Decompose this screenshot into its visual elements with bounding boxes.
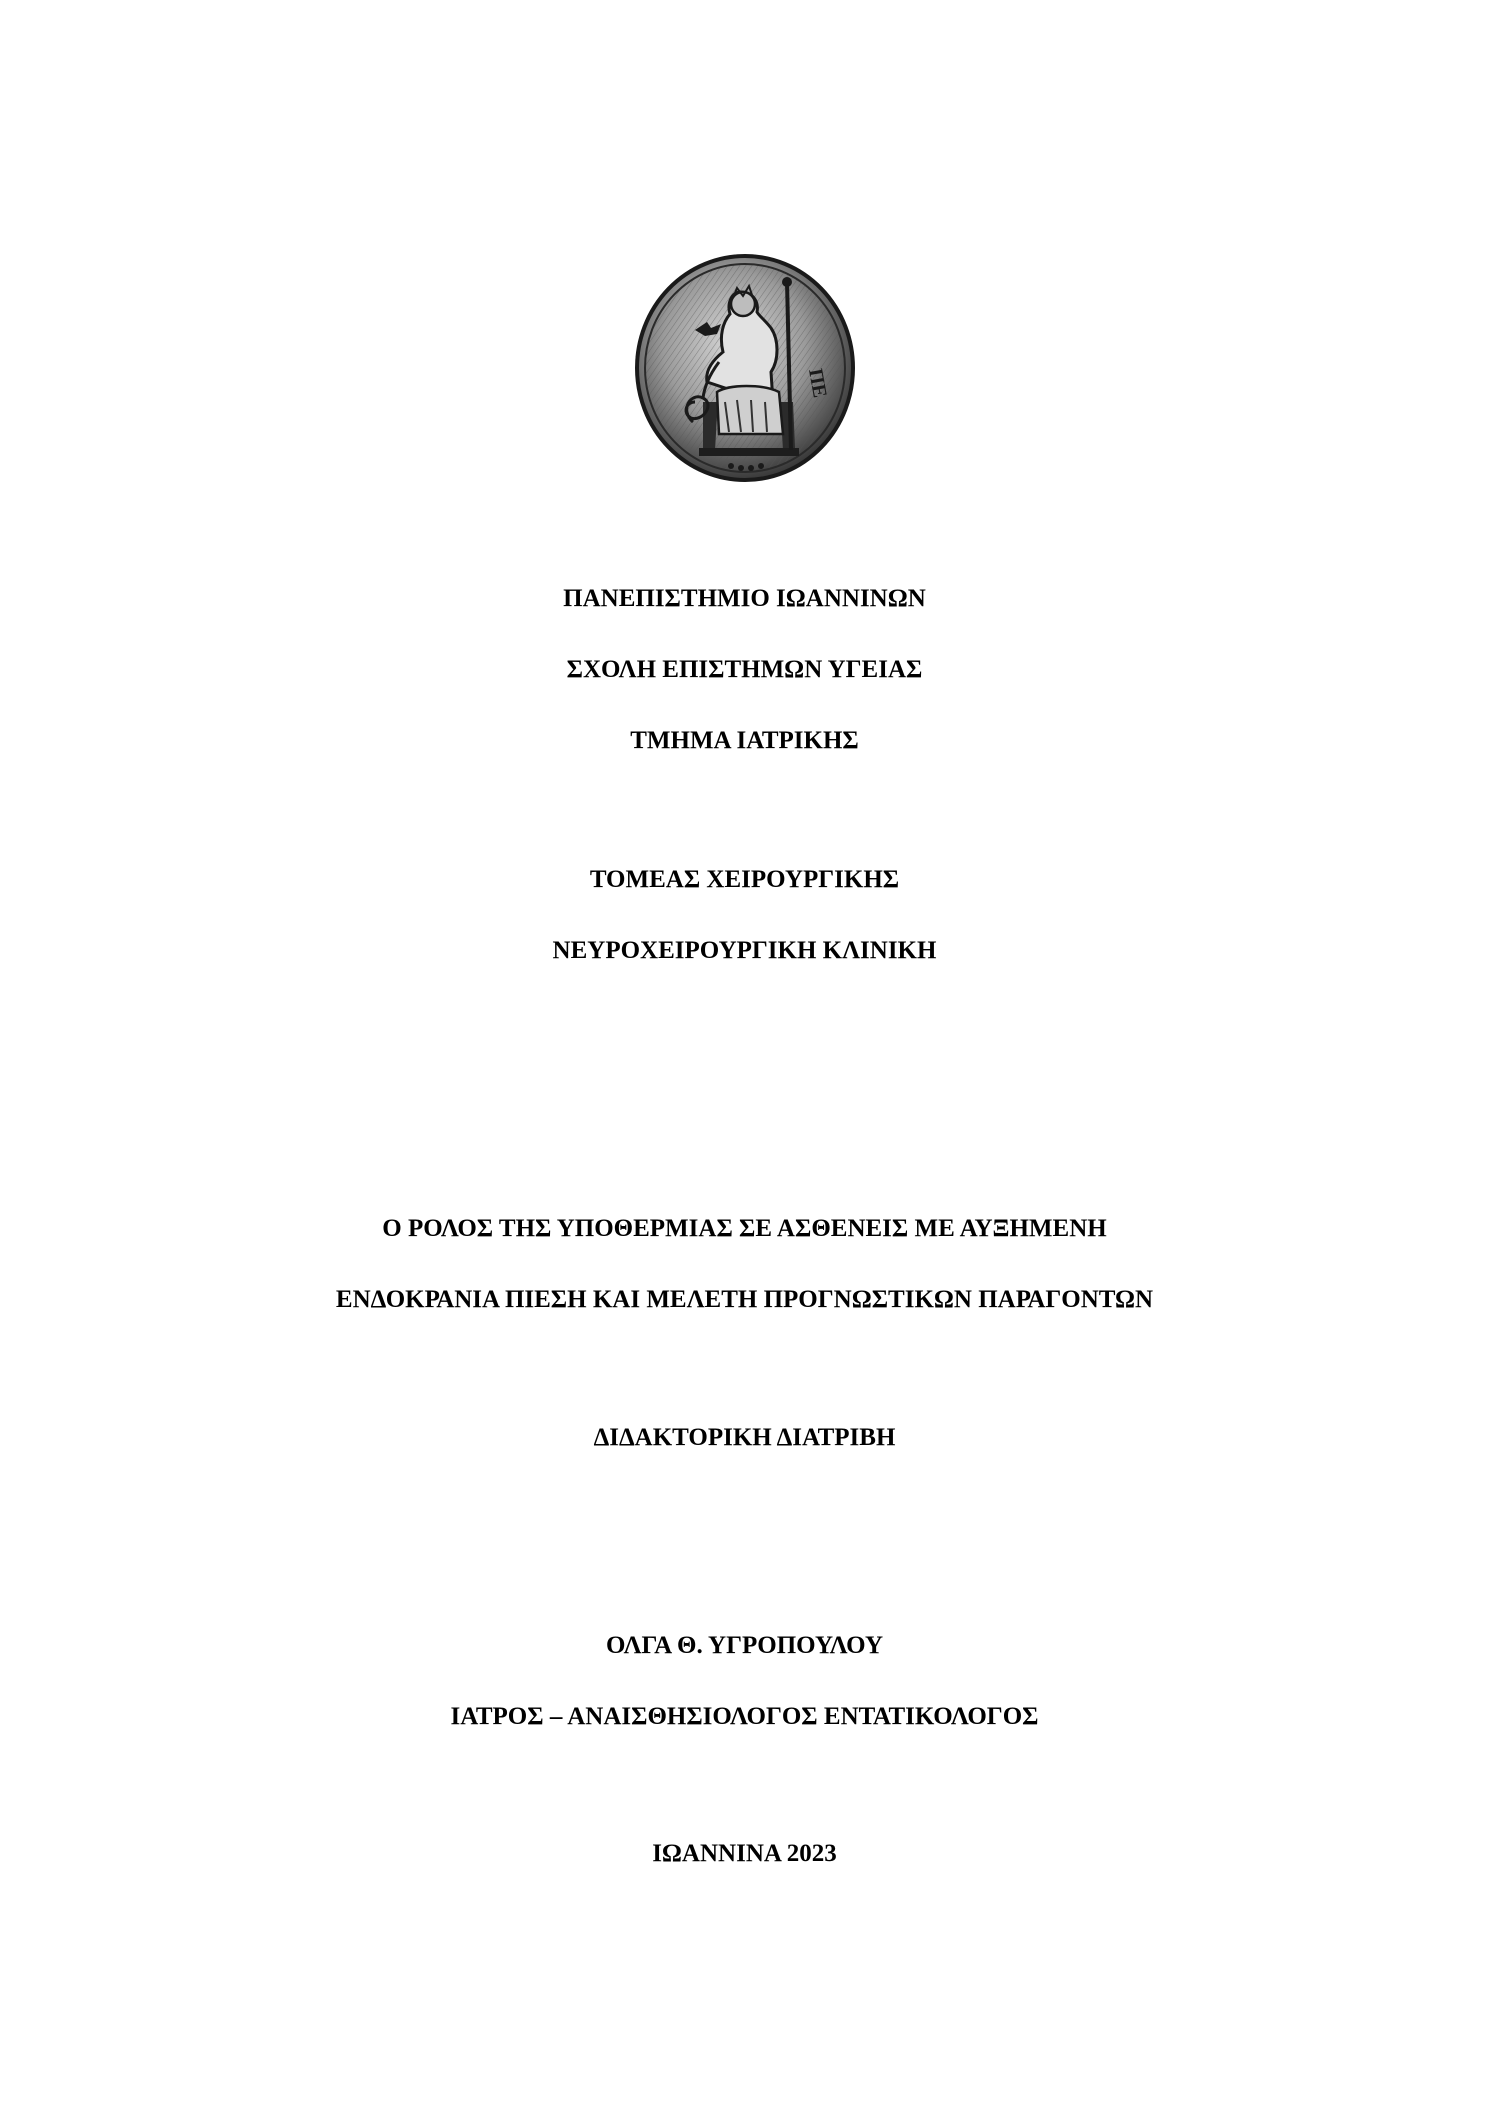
author-name: ΟΛΓΑ Θ. ΥΓΡΟΠΟΥΛΟΥ — [605, 1632, 884, 1659]
university-coin-seal-icon — [633, 252, 857, 484]
university-name: ΠΑΝΕΠΙΣΤΗΜΙΟ ΙΩΑΝΝΙΝΩΝ — [563, 585, 926, 612]
thesis-title-line-2: ΕΝΔΟΚΡΑΝΙΑ ΠΙΕΣΗ ΚΑΙ ΜΕΛΕΤΗ ΠΡΟΓΝΩΣΤΙΚΩΝ ΠΑΡΑΓΟΝΤΩΝ — [335, 1286, 1154, 1313]
clinic-name: ΝΕΥΡΟΧΕΙΡΟΥΡΓΙΚΗ ΚΛΙΝΙΚΗ — [552, 937, 937, 964]
sector-name: ΤΟΜΕΑΣ ΧΕΙΡΟΥΡΓΙΚΗΣ — [589, 866, 900, 893]
thesis-title-line-1: Ο ΡΟΛΟΣ ΤΗΣ ΥΠΟΘΕΡΜΙΑΣ ΣΕ ΑΣΘΕΝΕΙΣ ΜΕ ΑΥΞΗΜΕΝΗ — [382, 1215, 1107, 1242]
place-date: ΙΩΑΝΝΙΝΑ 2023 — [652, 1840, 837, 1867]
seal-legend: ΠΕ — [804, 367, 831, 400]
author-profession: ΙΑΤΡΟΣ – ΑΝΑΙΣΘΗΣΙΟΛΟΓΟΣ ΕΝΤΑΤΙΚΟΛΟΓΟΣ — [450, 1703, 1039, 1730]
thesis-type: ΔΙΔΑΚΤΟΡΙΚΗ ΔΙΑΤΡΙΒΗ — [593, 1424, 896, 1451]
department-name: ΤΜΗΜΑ ΙΑΤΡΙΚΗΣ — [630, 727, 859, 754]
school-name: ΣΧΟΛΗ ΕΠΙΣΤΗΜΩΝ ΥΓΕΙΑΣ — [566, 656, 923, 683]
